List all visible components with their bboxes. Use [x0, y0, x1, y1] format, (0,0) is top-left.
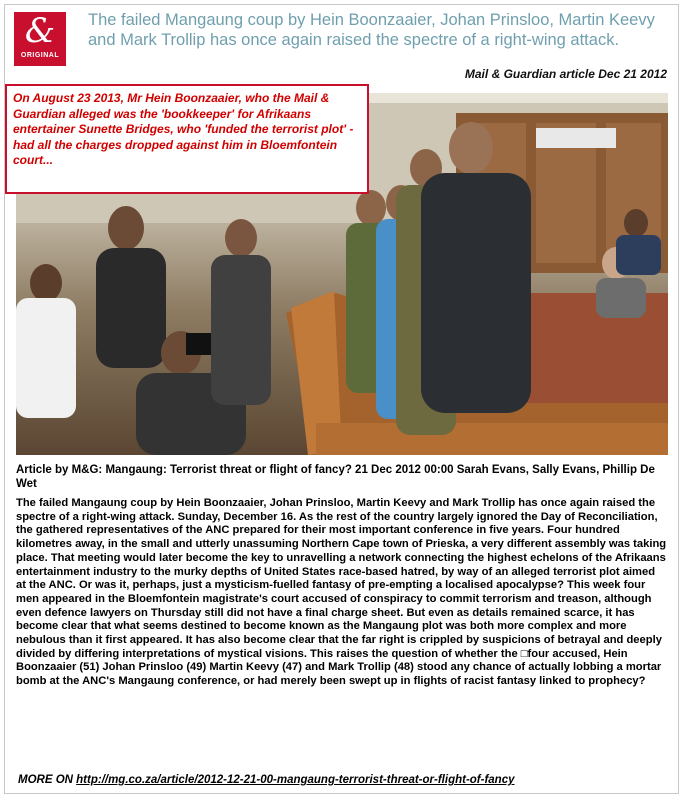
article-body: The failed Mangaung coup by Hein Boonzaaier, Johan Prinsloo, Martin Keevy and Mark Trollip has once again raised the spectre of a right-wing attack. Sunday, December 16. As the rest of the country largely ignored the Day of Reconciliation, the gathered representatives of the ANC prepared for their most important conference in five years. Four hundred kilometres away, in the small and utterly unassuming Northern Cape town of Prieska, a very different assembly was taking place. That meeting would later become the key to unravelling a network connecting the highest echelons of the Afrikaans entertainment industry to the murky depths of United States race-based hatred, by way of an alleged terrorist plot aimed at the ANC. Or was it, perhaps, just a mysticism-fuelled fantasy of pre-empting a localised apocalypse? This week four men appeared in the Bloemfontein magistrate's court accused of conspiracy to commit terrorism and treason, although even defence lawyers on Thursday still did not have a final charge sheet. But even as details remained scarce, it has become clear that what seems destined to become known as the Mangaung plot was both more complex and more nebulous than it first appeared. It has also become clear that the far right is crippled by suspicions of betrayal and deeply divided by differing interpretations of mystical visions. This raises the question of whether the □four accused, Hein Boonzaaier (51) Johan Prinsloo (49) Martin Keevy (47) and Mark Trollip (48) stood any chance of actually lobbing a mortar bomb at the ANC's Mangaung conference, or had merely been swept up in flights of racist fantasy linked to prophecy?	[16, 497, 667, 688]
callout-box: On August 23 2013, Mr Hein Boonzaaier, who the Mail & Guardian alleged was the 'bookkeeper' for Afrikaans entertainer Sunette Bridges, who 'funded the terrorist plot' - had all the charges dropped against him in Bloemfontein court...	[5, 84, 369, 194]
ampersand-logo-icon: &	[24, 11, 56, 51]
article-link[interactable]: http://mg.co.za/article/2012-12-21-00-mangaung-terrorist-threat-or-flight-of-fancy	[76, 774, 515, 786]
logo-caption: ORIGINAL	[20, 52, 60, 59]
more-prefix: MORE ON	[18, 774, 73, 786]
source-line: Mail & Guardian article Dec 21 2012	[464, 67, 667, 81]
article-byline: Article by M&G: Mangaung: Terrorist threat or flight of fancy? 21 Dec 2012 00:00 Sarah Evans, Sally Evans, Phillip De Wet	[16, 464, 655, 490]
logo	[14, 12, 66, 66]
headline: The failed Mangaung coup by Hein Boonzaaier, Johan Prinsloo, Martin Keevy and Mark Trollip has once again raised the spectre of a right-wing attack.	[88, 11, 655, 49]
more-link-line	[18, 774, 515, 786]
